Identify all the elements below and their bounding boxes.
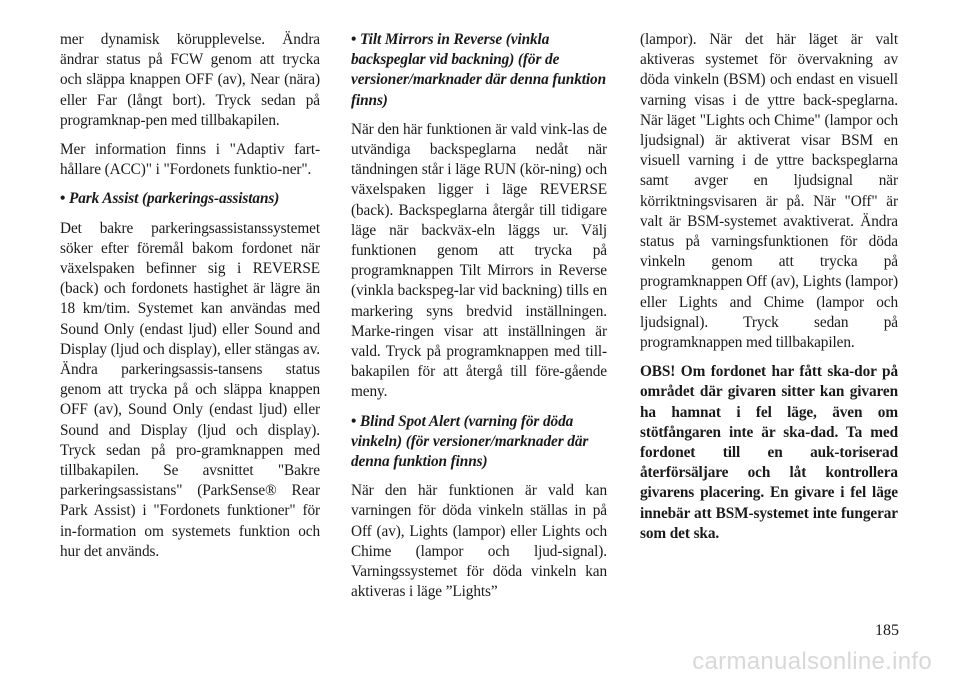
paragraph: Det bakre parkeringsassistanssystemet söker efter föremål bakom fordonet när växelspaken befinner sig i REVERSE (back) och fordonets hastighet är lägre än 18 km/tim. Systemet kan användas med Sound Only (endast ljud) eller Sound and Display (ljud och display), eller stängas av. Ändra parkeringsassis-tansens status genom att trycka på och släppa knappen OFF (av), Sound Only (endast ljud) eller Sound and Display (ljud och display). Tryck sedan på pro-gramknappen med tillbakapilen. Se avsnittet "Bakre parkeringsassistans" (ParkSense® Rear Park Assist) i "Fordonets funktioner" för in-formation om systemets funktion och hur det används.: [60, 219, 320, 560]
paragraph: När den här funktionen är vald vink-las de utvändiga backspeglarna nedåt när tändningen står i läge RUN (kör-ning) och växelspaken ligger i läge REVERSE (back). Backspeglarna återgår till tidigare läge när backväx-eln läggs ur. Välj funktionen genom att trycka på programknappen Tilt Mirrors in Reverse (vinkla backspeg-lar vid backning) tills en markering syns bredvid inställningen. Marke-ringen visar att inställningen är vald. Tryck på programknappen med till-bakapilen för att återgå till före-gående meny.: [351, 120, 607, 401]
bullet-icon: •: [351, 31, 357, 48]
paragraph: Mer information finns i "Adaptiv fart-hållare (ACC)" i "Fordonets funktio-ner".: [60, 141, 320, 179]
watermark: carmanualsonline.info: [692, 648, 932, 675]
section-heading: [60, 189, 320, 209]
text-column-middle: [351, 30, 607, 611]
page-number: 185: [875, 622, 899, 639]
section-heading: [351, 30, 607, 111]
paragraph: mer dynamisk körupplevelse. Ändra ändrar status på FCW genom att trycka och släppa knappen OFF (av), Near (nära) eller Far (långt bort). Tryck sedan på programknap-pen med tillbakapilen.: [60, 31, 320, 129]
note-paragraph: OBS! Om fordonet har fått ska-dor på området där givaren sitter kan givaren ha hamnat i fel läge, även om stötfångaren inte är ska-dad. Ta med fordonet till en auk-toriserad återförsäljare och låt kontrollera givarens placering. En givare i fel läge innebär att BSM-systemet inte fungerar som det ska.: [640, 363, 898, 542]
paragraph: (lampor). När det här läget är valt aktiveras systemet för övervakning av döda vinkeln (BSM) och endast en visuell varning visas i de yttre back-speglarna. När läget "Lights och Chime" (lampor och ljudsignal) är aktiverat visar BSM en visuell varning i de yttre backspeglarna samt avger en ljudsignal när körriktningsvisaren är på. När "Off" är valt är BSM-systemet avaktiverat. Ändra status på varningsfunktionen för döda vinkeln genom att trycka på programknappen Off (av), Lights (lampor) eller Lights and Chime (lampor och ljudsignal). Tryck sedan på programknappen med tillbakapilen.: [640, 31, 898, 352]
paragraph: När den här funktionen är vald kan varningen för döda vinkeln ställas in på Off (av), Lights (lampor) eller Lights och Chime (lampor och ljud-signal). Varningssystemet för döda vinkeln kan aktiveras i läge ”Lights”: [351, 482, 607, 601]
bullet-icon: •: [60, 190, 66, 208]
text-column-right: [640, 30, 898, 553]
section-heading-text: Tilt Mirrors in Reverse (vinkla backspeglar vid backning) (för de versioner/marknader där denna funktion finns): [351, 31, 607, 109]
section-heading: [351, 412, 607, 473]
bullet-icon: •: [351, 412, 357, 430]
section-heading-text: Park Assist (parkerings-assistans): [69, 190, 280, 208]
section-heading-text: Blind Spot Alert (varning för döda vinkeln) (för versioner/marknader där denna funktion finns): [351, 412, 589, 471]
text-column-left: [60, 30, 320, 571]
